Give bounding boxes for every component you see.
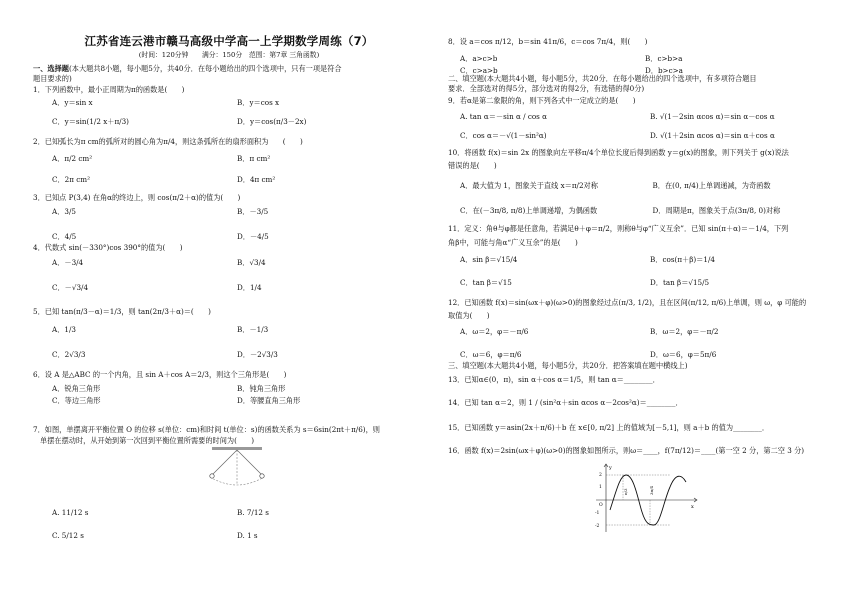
q15-stem: 15．已知函数 y＝asin(2x＋π/6)＋b 在 x∈[0, π/2] 上的值域为[－5,1]，则 a＋b 的值为________．	[448, 423, 770, 432]
q16-graph	[590, 462, 700, 534]
q4-options	[52, 258, 422, 292]
q1-options	[52, 98, 422, 126]
pendulum-bob-left	[210, 474, 214, 478]
right-column	[430, 0, 860, 595]
q11-option-a[interactable]: A．sin β＝√15/4	[460, 255, 518, 264]
q12-option-b[interactable]: B．ω＝2，φ＝－π/2	[650, 327, 719, 336]
section1-label: 一、选择题	[33, 64, 69, 73]
graph-xtick-1: π/3	[623, 488, 628, 495]
q7-option-c[interactable]: C. 5/12 s	[52, 531, 84, 540]
pendulum-support	[212, 447, 262, 450]
q4-stem: 4．代数式 sin(－330°)cos 390°的值为( )	[33, 243, 183, 252]
q6-stem: 6．设 A 是△ABC 的一个内角，且 sin A＋cos A＝2/3，则这个三角形是( )	[33, 370, 287, 379]
q11-option-c[interactable]: C．tan β＝√15	[460, 278, 512, 287]
section1-header	[33, 64, 342, 73]
q12-stem2: 取值为( )	[448, 311, 490, 320]
q9-option-a[interactable]: A. tan α＝－sin α / cos α	[460, 112, 548, 121]
q7-options	[52, 508, 422, 540]
q9-option-b[interactable]: B. √(1－2sin αcos α)＝sin α－cos α	[650, 112, 775, 121]
graph-origin: O	[599, 503, 603, 508]
q2-options	[52, 154, 422, 184]
q11-option-d[interactable]: D．tan β＝√15/5	[650, 278, 710, 287]
pendulum-string-left	[212, 450, 237, 475]
q8-option-d[interactable]: D．b>c>a	[645, 66, 683, 75]
graph-xtick-2: 3π/4	[649, 485, 654, 495]
q12-option-d[interactable]: D．ω＝6，φ＝5π/6	[650, 350, 717, 359]
q5-option-d[interactable]: D．－2√3/3	[237, 350, 278, 359]
section2-header: 二、填空题(本大题共4小题，每小题5分，共20分．在每小题给出的四个选项中，有多项符合题目	[448, 74, 757, 83]
q10-option-c[interactable]: C．在(－3π/8, π/8)上单调递增，为偶函数	[460, 206, 598, 215]
q14-stem: 14．已知 tan α＝2，则 1 / (sin²α＋sin αcos α－2cos²α)＝________．	[448, 398, 683, 407]
q8-options	[460, 54, 830, 75]
q1-option-a[interactable]: A．y＝sin x	[52, 98, 93, 107]
q8-option-a[interactable]: A．a>c>b	[460, 54, 498, 63]
q10-stem: 10．将函数 f(x)＝sin 2x 的图象向左平移π/4个单位长度后得到函数 y＝g(x)的图象，则下列关于 g(x)说法	[448, 148, 789, 157]
q9-option-c[interactable]: C．cos α＝－√(1－sin²α)	[460, 131, 547, 140]
q2-option-a[interactable]: A．π/2 cm²	[52, 154, 93, 163]
q7-option-b[interactable]: B. 7/12 s	[237, 508, 269, 517]
q7-option-a[interactable]: A. 11/12 s	[52, 508, 89, 517]
q7-stem2: 单摆在摆动时，从开始到第一次回到平衡位置所需要的时间为( )	[40, 436, 255, 445]
q3-option-a[interactable]: A．3/5	[52, 207, 76, 216]
q11-option-b[interactable]: B．cos(π＋β)＝1/4	[650, 255, 715, 264]
q10-option-d[interactable]: D．周期是π，图象关于点(3π/8, 0)对称	[652, 206, 781, 215]
q1-stem: 1．下列函数中，最小正周期为π的函数是( )	[33, 85, 185, 94]
section1-intro2: 题目要求的)	[33, 74, 72, 83]
graph-y-label: y	[609, 465, 612, 471]
q1-option-d[interactable]: D．y＝cos(π/3－2x)	[237, 117, 307, 126]
page-subtitle: (时间：120分钟 满分：150分 范围：第7章 三角函数)	[138, 51, 320, 59]
q3-stem: 3．已知点 P(3,4) 在角α的终边上，则 cos(π/2＋α)的值为( )	[33, 193, 241, 202]
q3-option-d[interactable]: D．－4/5	[237, 232, 269, 241]
q1-option-c[interactable]: C．y＝sin(1/2 x＋π/3)	[52, 117, 129, 126]
q5-options	[52, 325, 422, 359]
graph-x-label: x	[691, 504, 694, 510]
q2-stem: 2．已知弧长为π cm的弧所对的圆心角为π/4，则这条弧所在的扇形面积为 ( )	[33, 137, 303, 146]
q5-option-a[interactable]: A．1/3	[52, 325, 76, 334]
q6-option-a[interactable]: A．锐角三角形	[52, 384, 101, 393]
q12-option-a[interactable]: A．ω＝2，φ＝－π/6	[460, 327, 529, 336]
q8-option-b[interactable]: B．c>b>a	[645, 54, 683, 63]
q5-option-c[interactable]: C．2√3/3	[52, 350, 86, 359]
q2-option-d[interactable]: D．4π cm²	[237, 175, 276, 184]
q3-option-c[interactable]: C．4/5	[52, 232, 77, 241]
q10-options	[460, 181, 845, 215]
q4-option-c[interactable]: C．－√3/4	[52, 283, 89, 292]
q3-option-b[interactable]: B．－3/5	[237, 207, 269, 216]
q6-option-b[interactable]: B．钝角三角形	[237, 384, 286, 393]
pendulum-string-right	[237, 450, 262, 475]
q12-option-c[interactable]: C．ω＝6，φ＝π/6	[460, 350, 522, 359]
section3-header: 三、填空题(本大题共4小题，每小题5分，共20分．把答案填在题中横线上)	[448, 361, 688, 370]
q10-stem2: 错误的是( )	[448, 161, 497, 170]
q10-option-a[interactable]: A．最大值为 1，图象关于直线 x＝π/2对称	[460, 181, 598, 190]
q9-options	[460, 112, 840, 140]
q11-options	[460, 255, 840, 287]
q11-stem: 11．定义：角θ与φ都是任意角，若满足θ＋φ＝π/2，则称θ与φ“广义互余”．已知 sin(π＋α)＝－1/4，下列	[448, 224, 789, 233]
pendulum-bob-right	[260, 474, 264, 478]
q8-stem: 8．设 a＝cos π/12，b＝sin 41π/6，c＝cos 7π/4，则( )	[448, 37, 648, 46]
q9-option-d[interactable]: D. √(1＋2sin αcos α)＝sin α＋cos α	[650, 131, 775, 140]
q2-option-c[interactable]: C．2π cm²	[52, 175, 90, 184]
q6-option-c[interactable]: C．等边三角形	[52, 396, 101, 405]
q8-option-c[interactable]: C．c>a>b	[460, 66, 498, 75]
q9-stem: 9．若α是第二象限的角，则下列各式中一定成立的是( )	[448, 96, 636, 105]
q5-option-b[interactable]: B．－1/3	[237, 325, 269, 334]
q5-stem: 5．已知 tan(π/3－α)＝1/3，则 tan(2π/3＋α)＝( )	[33, 307, 211, 316]
q7-option-d[interactable]: D. 1 s	[237, 531, 258, 540]
q4-option-d[interactable]: D．1/4	[237, 283, 262, 292]
q4-option-a[interactable]: A．－3/4	[52, 258, 84, 267]
pendulum-figure	[200, 445, 275, 490]
q6-option-d[interactable]: D．等腰直角三角形	[237, 396, 301, 405]
q6-options	[52, 384, 422, 405]
q1-option-b[interactable]: B．y＝cos x	[237, 98, 280, 107]
q10-option-b[interactable]: B．在(0, π/4)上单调递减，为奇函数	[652, 181, 771, 190]
graph-ytick-1: 1	[599, 485, 602, 490]
graph-ytick-2: 2	[599, 473, 602, 478]
q13-stem: 13．已知α∈(0，π)，sin α＋cos α＝1/5，则 tan α＝________．	[448, 375, 660, 384]
page-title: 江苏省连云港市赣马高级中学高一上学期数学周练（7）	[84, 34, 374, 48]
q3-options	[52, 207, 422, 241]
q2-option-b[interactable]: B．π cm²	[237, 154, 271, 163]
graph-ytick-neg2: -2	[595, 524, 600, 529]
q16-stem: 16．函数 f(x)＝2sin(ωx＋φ)(ω>0)的图象如图所示，则ω＝____，f(7π/12)＝____(第一空 2 分，第二空 3 分)	[448, 446, 805, 455]
q4-option-b[interactable]: B．√3/4	[237, 258, 266, 267]
q12-stem: 12．已知函数 f(x)＝sin(ωx＋φ)(ω>0)的图象经过点(π/3, 1/2)，且在区间(π/12, π/6)上单调，则 ω，φ 可能的	[448, 298, 807, 307]
q11-stem2: 角β中，可能与角α“广义互余”的是( )	[448, 238, 578, 247]
q12-options	[460, 327, 840, 359]
q7-stem: 7．如图，单摆离开平衡位置 O 的位移 s(单位：cm)和时间 t(单位：s)的函数关系为 s＝6sin(2πt＋π/6)，则	[33, 425, 380, 434]
section2-header2: 要求．全部选对的得5分，部分选对的得2分，有选错的得0分)	[448, 84, 645, 93]
graph-ytick-neg1: -1	[595, 511, 600, 516]
section1-intro: (本大题共8小题，每小题5分，共40分．在每小题给出的四个选项中，只有一项是符合	[68, 64, 342, 73]
